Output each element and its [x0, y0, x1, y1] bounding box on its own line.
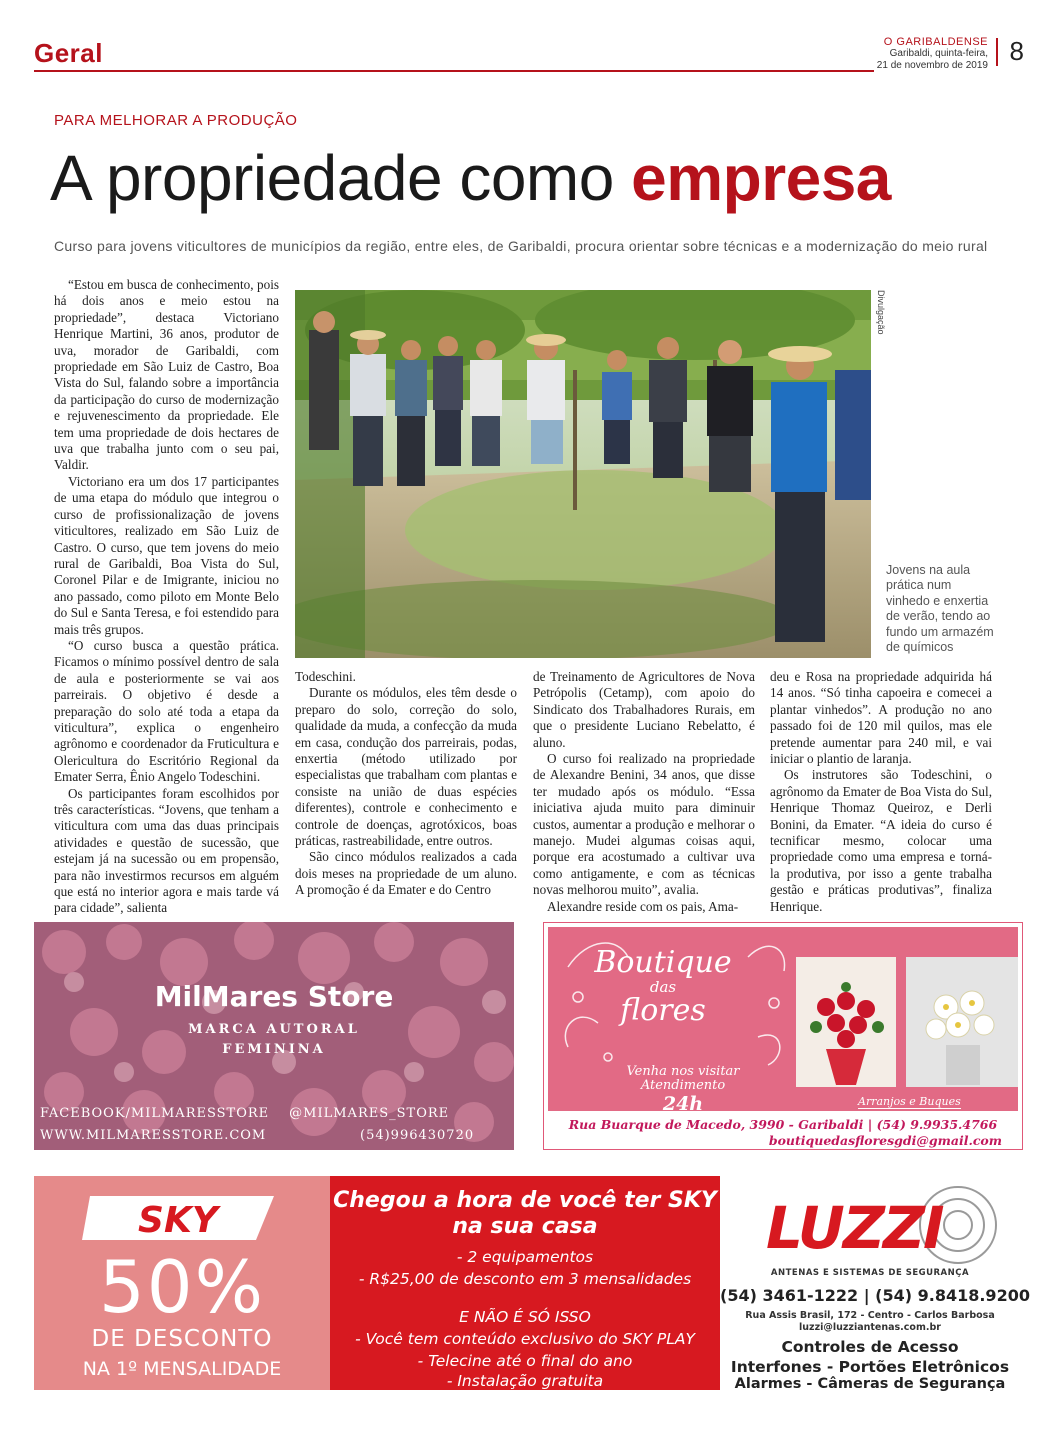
boutique-arrangements: Arranjos e Buques	[858, 1095, 961, 1108]
header-rule	[34, 70, 874, 72]
article-subhead: Curso para jovens viticultores de municípios da região, entre eles, de Garibaldi, procura orientar sobre técnicas e a modernização do meio rural	[54, 238, 988, 254]
boutique-logo-mid: das	[649, 978, 677, 996]
luzzi-service-1: Controles de Acesso	[781, 1338, 959, 1356]
paragraph: Victoriano era um dos 17 participantes de uma etapa do módulo que integrou o curso de profissionalização de jovens viticultores, realizado em São Luiz de Castro. O curso, que tem jovens do meio rural de Garibaldi, Boa Vista do Sul, Coronel Pilar e de Imigrante, iniciou no ano passado, como piloto em Monte Belo do Sul e Santa Teresa, e foi estendido para mais três grupos.	[54, 473, 279, 637]
milmares-social	[40, 1106, 469, 1121]
milmares-instagram[interactable]: @MILMARES_STORE	[289, 1106, 450, 1121]
article-photo	[295, 290, 871, 658]
sky-headline-2: na sua casa	[452, 1214, 598, 1239]
paragraph: Os instrutores são Todeschini, o agrônomo da Emater de Boa Vista do Sul, Henrique Thomaz Queiroz, e Derli Bonini, da Emater. “A ideia do curso é tecnificar mesmo, colocar uma propriedade como uma empresa e torná-la produtiva, por isso a gente trabalha gestão e práticas produtivas”, finaliza Henrique.	[770, 767, 992, 914]
article-headline	[50, 140, 891, 216]
boutique-service-line: Atendimento	[640, 1078, 726, 1093]
milmares-tagline-2: FEMININA	[222, 1042, 326, 1057]
publication-name: O GARIBALDENSE	[883, 36, 988, 48]
paragraph: deu e Rosa na propriedade adquirida há 14 anos. “Só tinha capoeira e comecei a plantar vinhedos”. A produção no ano passado foi de 120 mil quilos, mas ele pretende aumentar para 240 mil, e vai iniciar o plantio de laranja.	[770, 669, 992, 767]
luzzi-phones[interactable]: (54) 3461-1222 | (54) 9.8418.9200	[720, 1286, 1030, 1305]
section-name: Geral	[34, 38, 103, 68]
bouquet-red-roses-image	[796, 957, 896, 1087]
ad-sky-luzzi[interactable]	[34, 1176, 1030, 1392]
sky-offer-panel	[330, 1176, 720, 1390]
paragraph: O curso foi realizado na propriedade de Alexandre Benini, 34 anos, que disse ter mudado após os módulo. “Essa iniciativa ajuda muito para diminuir custos, aumentar a produção e melhorar o manejo. Mudei algumas coisas aqui, porque era acostumado a cultivar uva como antigamente, e com as técnicas novas melhorou muito”, avalia.	[533, 751, 755, 898]
publication-city-day: Garibaldi, quinta-feira,	[889, 48, 988, 59]
sky-extra-title: E NÃO É SÓ ISSO	[459, 1308, 591, 1326]
boutique-visit	[568, 1065, 798, 1093]
paragraph: de Treinamento de Agricultores de Nova Petrópolis (Cetamp), com apoio do Sindicato dos Trabalhadores Rurais, em que o presidente Luciano Rebelatto, é aluno.	[533, 669, 755, 750]
sky-bullet-1: - 2 equipamentos	[456, 1248, 594, 1266]
paragraph: Todeschini.	[295, 669, 356, 684]
article-column-4	[770, 669, 992, 915]
luzzi-address: Rua Assis Brasil, 172 - Centro - Carlos Barbosa	[745, 1310, 995, 1321]
luzzi-email[interactable]: luzzi@luzziantenas.com.br	[799, 1322, 941, 1333]
boutique-visit-line: Venha nos visitar	[626, 1064, 740, 1079]
article-kicker: PARA MELHORAR A PRODUÇÃO	[54, 112, 298, 129]
paragraph: Alexandre reside com os pais, Ama-	[547, 898, 739, 914]
sky-discount-when: NA 1º MENSALIDADE	[82, 1358, 282, 1380]
photo-caption: Jovens na aula prática num vinhedo e enxertia de verão, tendo ao fundo um armazém de químicos	[886, 563, 994, 655]
luzzi-logo: LUZZI	[766, 1194, 943, 1262]
publication-info	[877, 36, 988, 72]
boutique-logo-top: Boutique	[594, 945, 732, 980]
publication-date: 21 de novembro de 2019	[876, 60, 988, 71]
boutique-pink-panel	[548, 927, 1018, 1115]
page-header	[34, 32, 1024, 72]
sky-extra-2: - Telecine até o final do ano	[417, 1352, 633, 1370]
bouquet-white-flowers-image	[906, 957, 1018, 1087]
luzzi-service-3: Alarmes - Câmeras de Segurança	[734, 1376, 1006, 1392]
milmares-title: MilMares Store	[154, 980, 394, 1013]
milmares-tagline-1: MARCA AUTORAL	[188, 1022, 360, 1037]
article-column-2	[295, 669, 517, 899]
page-number: 8	[1009, 36, 1024, 66]
sky-extra-3: - Instalação gratuita	[446, 1372, 604, 1390]
sky-discount-panel	[34, 1176, 330, 1390]
photo-credit: Divulgação	[876, 290, 886, 335]
boutique-hours: 24h	[662, 1093, 704, 1115]
article-column-3	[533, 669, 755, 915]
paragraph: “Estou em busca de conhecimento, pois há dois anos e meio estou na propriedade”, destaca Victoriano Henrique Martini, 36 anos, produtor de uva, morador de Garibaldi, com propriedade em São Luiz de Castro, Boa Vista do Sul, falando sobre a importância da participação do curso de modernização e rejuvenescimento da propriedade. Ele tem uma propriedade de dois hectares de uva que trabalha junto com o seu pai, Valdir.	[54, 277, 279, 473]
boutique-logo	[588, 947, 738, 1027]
sky-logo-text: SKY	[138, 1200, 218, 1241]
article-column-1	[54, 277, 279, 917]
sky-headline-1: Chegou a hora de você ter SKY	[333, 1188, 717, 1213]
paragraph: “O curso busca a questão prática. Ficamos o mínimo possível dentro de sala de aula e posteriormente se vai aos parreirais. O objetivo é desde a preparação do solo até toda a etapa da viticultura”, explica o engenheiro agrônomo e coordenador da Fruticultura e Olericultura do Escritório Regional da Emater Serra, Ênio Angelo Todeschini.	[54, 637, 279, 785]
sky-bullet-2: - R$25,00 de desconto em 3 mensalidades	[358, 1270, 692, 1288]
luzzi-tagline: ANTENAS E SISTEMAS DE SEGURANÇA	[770, 1268, 970, 1278]
paragraph: Durante os módulos, eles têm desde o preparo do solo, correção do solo, qualidade da muda, a confecção da muda em casa, condução dos parreirais, podas, enxertia (método utilizado por especialistas que trabalham com plantas e consiste na união de duas espécies diferentes), controle e conhecimento e controle de doenças, agrotóxicos, boas práticas, rastreabilidade, entre outros.	[295, 685, 517, 849]
milmares-facebook[interactable]: FACEBOOK/MILMARESSTORE	[40, 1106, 270, 1121]
paragraph: Os participantes foram escolhidos por três características. “Jovens, que tenham a viticultura com uma das duas principais atividades e questão de sucessão, que estejam já na sucessão ou em propensão, para não investirmos recursos em alguém que está no interior agora e mais tarde vá para cidade”, salienta	[54, 785, 279, 916]
milmares-phone[interactable]: (54)996430720	[360, 1128, 475, 1143]
ad-milmares-store[interactable]	[34, 922, 514, 1150]
sky-extra-1: - Você tem conteúdo exclusivo do SKY PLAY	[355, 1330, 695, 1348]
headline-plain: A propriedade como	[50, 142, 614, 214]
headline-accent: empresa	[631, 142, 891, 214]
boutique-email[interactable]: boutiquedasfloresgdi@gmail.com	[768, 1133, 1002, 1148]
boutique-address: Rua Buarque de Macedo, 3990 - Garibaldi | (54) 9.9935.4766	[568, 1117, 998, 1132]
luzzi-service-2: Interfones - Portões Eletrônicos	[730, 1358, 1010, 1376]
boutique-logo-bottom: flores	[620, 993, 706, 1028]
page-number-separator	[996, 38, 998, 66]
ad-boutique-das-flores[interactable]	[543, 922, 1023, 1150]
luzzi-contact	[720, 1310, 1020, 1334]
milmares-website[interactable]: WWW.MILMARESSTORE.COM	[40, 1128, 267, 1143]
sky-logo-icon	[80, 1190, 280, 1246]
vineyard-photo-illustration	[295, 290, 871, 658]
luzzi-panel	[720, 1176, 1030, 1392]
paragraph: São cinco módulos realizados a cada dois meses na propriedade de um aluno. A promoção é da Emater e do Centro	[295, 849, 517, 898]
sky-discount-value: 50%	[98, 1245, 266, 1329]
sky-discount-label: DE DESCONTO	[91, 1326, 273, 1352]
